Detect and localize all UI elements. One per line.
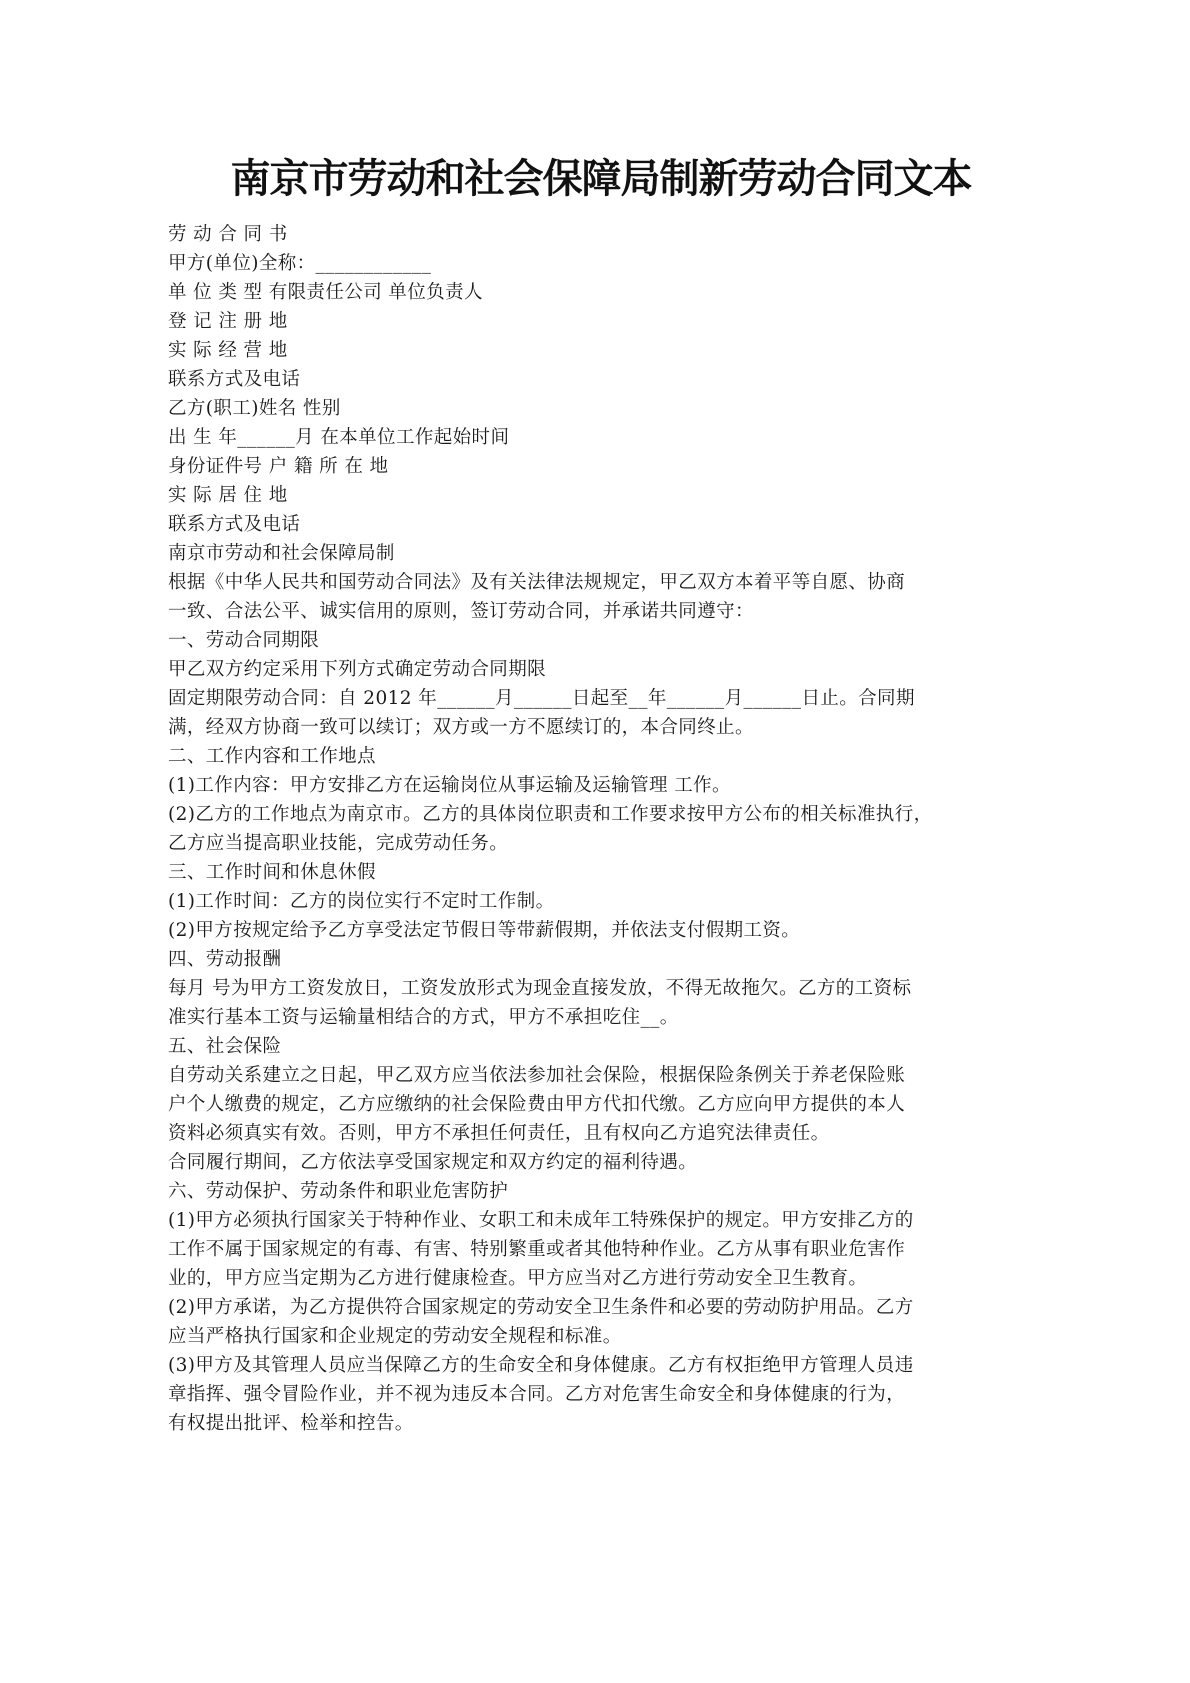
paragraph-line: 工作不属于国家规定的有毒、有害、特别繁重或者其他特种作业。乙方从事有职业危害作 [168,1239,906,1260]
section-heading-social-insurance: 五、社会保险 [168,1036,282,1057]
paragraph-line: 每月 号为甲方工资发放日，工资发放形式为现金直接发放，不得无故拖欠。乙方的工资标 [168,978,912,999]
paragraph-line: (1)甲方必须执行国家关于特种作业、女职工和未成年工特殊保护的规定。甲方安排乙方的 [168,1210,914,1231]
paragraph-line: 资料必须真实有效。否则，甲方不承担任何责任，且有权向乙方追究法律责任。 [168,1123,830,1144]
business-place-field: 实 际 经 营 地 [168,340,288,361]
paragraph-line: 有权提出批评、检举和控告。 [168,1413,414,1434]
section-heading-term: 一、劳动合同期限 [168,630,320,651]
section-heading-remuneration: 四、劳动报酬 [168,949,282,970]
paragraph-line: 满，经双方协商一致可以续订；双方或一方不愿续订的，本合同终止。 [168,717,754,738]
fixed-term-line: 固定期限劳动合同：自 2012 年______月______日起至__年______月______日止。合同期 [168,688,915,709]
residence-field: 实 际 居 住 地 [168,485,288,506]
party-a-name-field: 甲方(单位)全称：____________ [168,253,432,274]
paragraph-line: 应当严格执行国家和企业规定的劳动安全规程和标准。 [168,1326,622,1347]
id-number-field: 身份证件号 户 籍 所 在 地 [168,456,389,477]
registration-place-field: 登 记 注 册 地 [168,311,288,332]
contract-subtitle: 劳 动 合 同 书 [168,224,288,245]
paragraph-line: 自劳动关系建立之日起，甲乙双方应当依法参加社会保险，根据保险条例关于养老保险账 [168,1065,906,1086]
preamble-line: 根据《中华人民共和国劳动合同法》及有关法律法规规定，甲乙双方本着平等自愿、协商 [168,572,906,593]
party-b-name-field: 乙方(职工)姓名 性别 [168,398,341,419]
section-heading-work-content: 二、工作内容和工作地点 [168,746,376,767]
party-b-contact-field: 联系方式及电话 [168,514,301,535]
issuer-line: 南京市劳动和社会保障局制 [168,543,395,564]
paragraph-line: (2)甲方承诺，为乙方提供符合国家规定的劳动安全卫生条件和必要的劳动防护用品。乙方 [168,1297,914,1318]
paragraph-line: (2)甲方按规定给予乙方享受法定节假日等带薪假期，并依法支付假期工资。 [168,920,801,941]
paragraph-line: (3)甲方及其管理人员应当保障乙方的生命安全和身体健康。乙方有权拒绝甲方管理人员违 [168,1355,914,1376]
paragraph-line: 乙方应当提高职业技能，完成劳动任务。 [168,833,509,854]
paragraph-line: 章指挥、强令冒险作业，并不视为违反本合同。乙方对危害生命安全和身体健康的行为， [168,1384,906,1405]
paragraph-line: (2)乙方的工作地点为南京市。乙方的具体岗位职责和工作要求按甲方公布的相关标准执行， [168,804,933,825]
paragraph-line: 业的，甲方应当定期为乙方进行健康检查。甲方应当对乙方进行劳动安全卫生教育。 [168,1268,868,1289]
paragraph-line: 合同履行期间，乙方依法享受国家规定和双方约定的福利待遇。 [168,1152,698,1173]
section-heading-labor-protection: 六、劳动保护、劳动条件和职业危害防护 [168,1181,509,1202]
paragraph-line: 准实行基本工资与运输量相结合的方式，甲方不承担吃住__。 [168,1007,679,1028]
preamble-line: 一致、合法公平、诚实信用的原则，签订劳动合同，并承诺共同遵守： [168,601,754,622]
paragraph-line: (1)工作内容：甲方安排乙方在运输岗位从事运输及运输管理 工作。 [168,775,731,796]
party-a-contact-field: 联系方式及电话 [168,369,301,390]
document-body [168,220,1008,1438]
birth-date-field: 出 生 年______月 在本单位工作起始时间 [168,427,510,448]
paragraph-line: 户个人缴费的规定，乙方应缴纳的社会保险费由甲方代扣代缴。乙方应向甲方提供的本人 [168,1094,906,1115]
unit-type-field: 单 位 类 型 有限责任公司 单位负责人 [168,282,483,303]
section-heading-work-hours: 三、工作时间和休息休假 [168,862,376,883]
paragraph-line: 甲乙双方约定采用下列方式确定劳动合同期限 [168,659,547,680]
document-title: 南京市劳动和社会保障局制新劳动合同文本 [230,156,972,202]
paragraph-line: (1)工作时间：乙方的岗位实行不定时工作制。 [168,891,555,912]
